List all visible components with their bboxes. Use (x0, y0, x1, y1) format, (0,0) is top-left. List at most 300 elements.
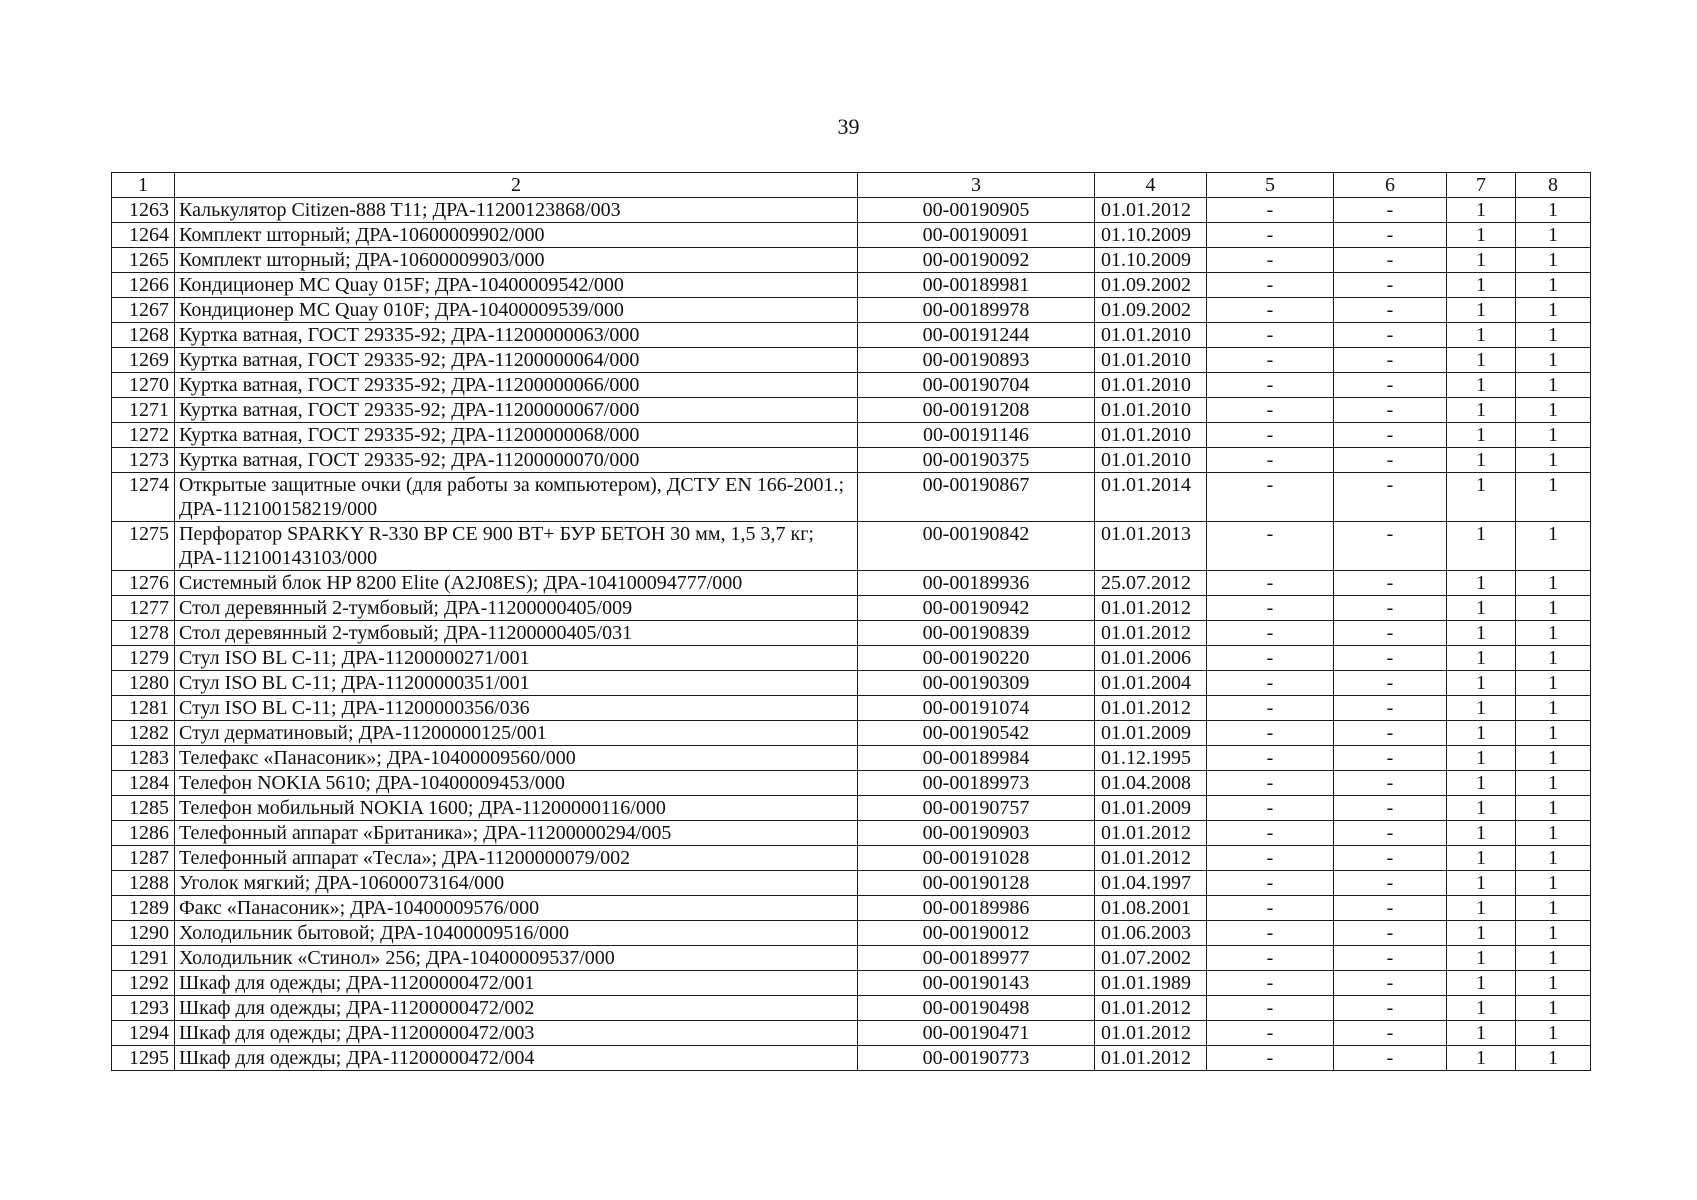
col7-cell: 1 (1447, 423, 1516, 448)
date-cell: 01.01.2010 (1095, 398, 1207, 423)
col7-cell: 1 (1447, 696, 1516, 721)
item-name-cell: Стул ISO BL C-11; ДРА-11200000351/001 (175, 671, 858, 696)
inventory-number-cell: 00-00191208 (858, 398, 1095, 423)
col8-cell: 1 (1516, 871, 1591, 896)
item-name-cell: Системный блок HP 8200 Elite (A2J08ES); ДРА-104100094777/000 (175, 571, 858, 596)
table-row (112, 323, 1591, 348)
col7-cell: 1 (1447, 821, 1516, 846)
table-row (112, 996, 1591, 1021)
row-number-cell: 1289 (112, 896, 175, 921)
col6-cell: - (1334, 323, 1447, 348)
col6-cell: - (1334, 746, 1447, 771)
item-name-cell: Шкаф для одежды; ДРА-11200000472/002 (175, 996, 858, 1021)
col6-cell: - (1334, 596, 1447, 621)
item-name-cell: Куртка ватная, ГОСТ 29335-92; ДРА-11200000063/000 (175, 323, 858, 348)
item-name-cell: Калькулятор Citizen-888 T11; ДРА-11200123868/003 (175, 198, 858, 223)
col6-cell: - (1334, 373, 1447, 398)
item-name-cell: Телефон NOKIA 5610; ДРА-10400009453/000 (175, 771, 858, 796)
col8-cell: 1 (1516, 971, 1591, 996)
col5-cell: - (1207, 423, 1334, 448)
table-row (112, 223, 1591, 248)
table-row (112, 921, 1591, 946)
item-name-cell: Телефон мобильный NOKIA 1600; ДРА-11200000116/000 (175, 796, 858, 821)
inventory-number-cell: 00-00189973 (858, 771, 1095, 796)
date-cell: 01.01.2010 (1095, 348, 1207, 373)
col8-cell: 1 (1516, 671, 1591, 696)
item-name-cell: Стул ISO BL C-11; ДРА-11200000356/036 (175, 696, 858, 721)
col7-cell: 1 (1447, 571, 1516, 596)
item-name-cell: Кондиционер MC Quay 015F; ДРА-10400009542/000 (175, 273, 858, 298)
item-name-cell: Куртка ватная, ГОСТ 29335-92; ДРА-11200000070/000 (175, 448, 858, 473)
col5-cell: - (1207, 398, 1334, 423)
date-cell: 01.01.2014 (1095, 473, 1207, 522)
table-row (112, 646, 1591, 671)
col6-cell: - (1334, 971, 1447, 996)
col5-cell: - (1207, 896, 1334, 921)
inventory-number-cell: 00-00190471 (858, 1021, 1095, 1046)
col5-cell: - (1207, 621, 1334, 646)
table-row (112, 696, 1591, 721)
inventory-number-cell: 00-00189981 (858, 273, 1095, 298)
col7-cell: 1 (1447, 871, 1516, 896)
header-cell: 1 (112, 173, 175, 198)
col8-cell: 1 (1516, 473, 1591, 522)
date-cell: 01.04.1997 (1095, 871, 1207, 896)
table-row (112, 821, 1591, 846)
col7-cell: 1 (1447, 248, 1516, 273)
table-row (112, 248, 1591, 273)
item-name-cell: Телефонный аппарат «Тесла»; ДРА-11200000079/002 (175, 846, 858, 871)
col6-cell: - (1334, 448, 1447, 473)
date-cell: 01.01.2010 (1095, 448, 1207, 473)
col8-cell: 1 (1516, 896, 1591, 921)
col5-cell: - (1207, 671, 1334, 696)
col7-cell: 1 (1447, 996, 1516, 1021)
inventory-number-cell: 00-00190903 (858, 821, 1095, 846)
inventory-number-cell: 00-00189977 (858, 946, 1095, 971)
table-row (112, 971, 1591, 996)
col6-cell: - (1334, 771, 1447, 796)
col6-cell: - (1334, 696, 1447, 721)
col6-cell: - (1334, 571, 1447, 596)
date-cell: 01.01.2012 (1095, 996, 1207, 1021)
date-cell: 01.01.2010 (1095, 423, 1207, 448)
col8-cell: 1 (1516, 996, 1591, 1021)
col7-cell: 1 (1447, 846, 1516, 871)
col7-cell: 1 (1447, 1046, 1516, 1071)
item-name-cell: Шкаф для одежды; ДРА-11200000472/004 (175, 1046, 858, 1071)
col6-cell: - (1334, 946, 1447, 971)
col8-cell: 1 (1516, 1021, 1591, 1046)
row-number-cell: 1271 (112, 398, 175, 423)
col8-cell: 1 (1516, 398, 1591, 423)
col8-cell: 1 (1516, 373, 1591, 398)
table-row (112, 473, 1591, 522)
inventory-number-cell: 00-00190128 (858, 871, 1095, 896)
col7-cell: 1 (1447, 323, 1516, 348)
col7-cell: 1 (1447, 348, 1516, 373)
col8-cell: 1 (1516, 621, 1591, 646)
table-row (112, 621, 1591, 646)
col5-cell: - (1207, 971, 1334, 996)
date-cell: 01.09.2002 (1095, 273, 1207, 298)
date-cell: 01.10.2009 (1095, 248, 1207, 273)
table-row (112, 771, 1591, 796)
col8-cell: 1 (1516, 273, 1591, 298)
inventory-number-cell: 00-00190867 (858, 473, 1095, 522)
col8-cell: 1 (1516, 596, 1591, 621)
inventory-number-cell: 00-00190942 (858, 596, 1095, 621)
col5-cell: - (1207, 298, 1334, 323)
col8-cell: 1 (1516, 921, 1591, 946)
item-name-cell: Телефонный аппарат «Британика»; ДРА-11200000294/005 (175, 821, 858, 846)
date-cell: 01.01.2010 (1095, 323, 1207, 348)
col8-cell: 1 (1516, 248, 1591, 273)
row-number-cell: 1281 (112, 696, 175, 721)
row-number-cell: 1294 (112, 1021, 175, 1046)
col5-cell: - (1207, 473, 1334, 522)
date-cell: 01.01.2012 (1095, 821, 1207, 846)
col6-cell: - (1334, 646, 1447, 671)
col5-cell: - (1207, 646, 1334, 671)
inventory-number-cell: 00-00190542 (858, 721, 1095, 746)
row-number-cell: 1288 (112, 871, 175, 896)
row-number-cell: 1275 (112, 522, 175, 571)
col6-cell: - (1334, 721, 1447, 746)
col6-cell: - (1334, 298, 1447, 323)
row-number-cell: 1292 (112, 971, 175, 996)
col6-cell: - (1334, 796, 1447, 821)
col8-cell: 1 (1516, 1046, 1591, 1071)
col6-cell: - (1334, 223, 1447, 248)
col7-cell: 1 (1447, 746, 1516, 771)
col6-cell: - (1334, 821, 1447, 846)
inventory-number-cell: 00-00190773 (858, 1046, 1095, 1071)
inventory-number-cell: 00-00190012 (858, 921, 1095, 946)
col5-cell: - (1207, 821, 1334, 846)
table-row (112, 846, 1591, 871)
inventory-number-cell: 00-00189978 (858, 298, 1095, 323)
inventory-number-cell: 00-00190842 (858, 522, 1095, 571)
item-name-cell: Шкаф для одежды; ДРА-11200000472/003 (175, 1021, 858, 1046)
col8-cell: 1 (1516, 846, 1591, 871)
col8-cell: 1 (1516, 821, 1591, 846)
item-name-cell: Стул дерматиновый; ДРА-11200000125/001 (175, 721, 858, 746)
col5-cell: - (1207, 373, 1334, 398)
col8-cell: 1 (1516, 348, 1591, 373)
col6-cell: - (1334, 621, 1447, 646)
table-row (112, 571, 1591, 596)
col5-cell: - (1207, 223, 1334, 248)
row-number-cell: 1284 (112, 771, 175, 796)
table-body (112, 173, 1591, 1071)
col8-cell: 1 (1516, 522, 1591, 571)
row-number-cell: 1282 (112, 721, 175, 746)
col6-cell: - (1334, 671, 1447, 696)
table-row (112, 1046, 1591, 1071)
date-cell: 01.01.2010 (1095, 373, 1207, 398)
col5-cell: - (1207, 746, 1334, 771)
item-name-cell: Стол деревянный 2-тумбовый; ДРА-11200000405/009 (175, 596, 858, 621)
item-name-cell: Куртка ватная, ГОСТ 29335-92; ДРА-11200000064/000 (175, 348, 858, 373)
date-cell: 01.01.1989 (1095, 971, 1207, 996)
row-number-cell: 1295 (112, 1046, 175, 1071)
col7-cell: 1 (1447, 373, 1516, 398)
col5-cell: - (1207, 522, 1334, 571)
col7-cell: 1 (1447, 946, 1516, 971)
date-cell: 01.01.2009 (1095, 721, 1207, 746)
table-row (112, 796, 1591, 821)
row-number-cell: 1285 (112, 796, 175, 821)
date-cell: 01.01.2004 (1095, 671, 1207, 696)
col5-cell: - (1207, 198, 1334, 223)
date-cell: 01.06.2003 (1095, 921, 1207, 946)
header-cell: 6 (1334, 173, 1447, 198)
row-number-cell: 1287 (112, 846, 175, 871)
item-name-cell: Куртка ватная, ГОСТ 29335-92; ДРА-11200000066/000 (175, 373, 858, 398)
col5-cell: - (1207, 846, 1334, 871)
table-row (112, 298, 1591, 323)
date-cell: 01.01.2012 (1095, 596, 1207, 621)
table-row (112, 348, 1591, 373)
table-row (112, 896, 1591, 921)
row-number-cell: 1278 (112, 621, 175, 646)
table-row (112, 398, 1591, 423)
page-number: 39 (837, 114, 860, 139)
col7-cell: 1 (1447, 771, 1516, 796)
col7-cell: 1 (1447, 896, 1516, 921)
col8-cell: 1 (1516, 946, 1591, 971)
col6-cell: - (1334, 921, 1447, 946)
row-number-cell: 1276 (112, 571, 175, 596)
col5-cell: - (1207, 571, 1334, 596)
item-name-cell: Шкаф для одежды; ДРА-11200000472/001 (175, 971, 858, 996)
date-cell: 01.07.2002 (1095, 946, 1207, 971)
inventory-number-cell: 00-00190220 (858, 646, 1095, 671)
table-row (112, 522, 1591, 571)
row-number-cell: 1274 (112, 473, 175, 522)
col7-cell: 1 (1447, 298, 1516, 323)
col5-cell: - (1207, 996, 1334, 1021)
date-cell: 01.01.2012 (1095, 198, 1207, 223)
date-cell: 01.01.2012 (1095, 696, 1207, 721)
header-cell: 4 (1095, 173, 1207, 198)
col5-cell: - (1207, 248, 1334, 273)
inventory-number-cell: 00-00190498 (858, 996, 1095, 1021)
col8-cell: 1 (1516, 298, 1591, 323)
item-name-cell: Холодильник «Стинол» 256; ДРА-10400009537/000 (175, 946, 858, 971)
col7-cell: 1 (1447, 971, 1516, 996)
inventory-number-cell: 00-00189936 (858, 571, 1095, 596)
inventory-number-cell: 00-00190309 (858, 671, 1095, 696)
inventory-number-cell: 00-00190704 (858, 373, 1095, 398)
row-number-cell: 1291 (112, 946, 175, 971)
inventory-number-cell: 00-00191244 (858, 323, 1095, 348)
row-number-cell: 1277 (112, 596, 175, 621)
col6-cell: - (1334, 273, 1447, 298)
col5-cell: - (1207, 696, 1334, 721)
col5-cell: - (1207, 348, 1334, 373)
table-header-row (112, 173, 1591, 198)
row-number-cell: 1267 (112, 298, 175, 323)
table-row (112, 871, 1591, 896)
row-number-cell: 1263 (112, 198, 175, 223)
inventory-number-cell: 00-00191074 (858, 696, 1095, 721)
row-number-cell: 1283 (112, 746, 175, 771)
table-row (112, 423, 1591, 448)
col7-cell: 1 (1447, 671, 1516, 696)
table-row (112, 596, 1591, 621)
col7-cell: 1 (1447, 621, 1516, 646)
item-name-cell: Комплект шторный; ДРА-10600009902/000 (175, 223, 858, 248)
row-number-cell: 1268 (112, 323, 175, 348)
col6-cell: - (1334, 1021, 1447, 1046)
inventory-number-cell: 00-00190757 (858, 796, 1095, 821)
item-name-cell: Уголок мягкий; ДРА-10600073164/000 (175, 871, 858, 896)
row-number-cell: 1264 (112, 223, 175, 248)
inventory-number-cell: 00-00190091 (858, 223, 1095, 248)
col7-cell: 1 (1447, 448, 1516, 473)
col6-cell: - (1334, 248, 1447, 273)
col7-cell: 1 (1447, 223, 1516, 248)
col6-cell: - (1334, 846, 1447, 871)
item-name-cell: Комплект шторный; ДРА-10600009903/000 (175, 248, 858, 273)
row-number-cell: 1286 (112, 821, 175, 846)
col8-cell: 1 (1516, 721, 1591, 746)
col8-cell: 1 (1516, 746, 1591, 771)
table-row (112, 373, 1591, 398)
col6-cell: - (1334, 198, 1447, 223)
table-row (112, 1021, 1591, 1046)
date-cell: 01.01.2012 (1095, 621, 1207, 646)
inventory-number-cell: 00-00190143 (858, 971, 1095, 996)
row-number-cell: 1273 (112, 448, 175, 473)
date-cell: 01.09.2002 (1095, 298, 1207, 323)
table-row (112, 671, 1591, 696)
date-cell: 01.01.2009 (1095, 796, 1207, 821)
col6-cell: - (1334, 996, 1447, 1021)
inventory-table (111, 172, 1591, 1071)
date-cell: 01.01.2013 (1095, 522, 1207, 571)
header-cell: 5 (1207, 173, 1334, 198)
col7-cell: 1 (1447, 921, 1516, 946)
item-name-cell: Стол деревянный 2-тумбовый; ДРА-11200000405/031 (175, 621, 858, 646)
row-number-cell: 1269 (112, 348, 175, 373)
col6-cell: - (1334, 871, 1447, 896)
col7-cell: 1 (1447, 796, 1516, 821)
col8-cell: 1 (1516, 423, 1591, 448)
inventory-number-cell: 00-00191028 (858, 846, 1095, 871)
inventory-number-cell: 00-00190905 (858, 198, 1095, 223)
row-number-cell: 1280 (112, 671, 175, 696)
item-name-cell: Открытые защитные очки (для работы за компьютером), ДСТУ EN 166-2001.; ДРА-112100158219/000 (175, 473, 858, 522)
col8-cell: 1 (1516, 696, 1591, 721)
col7-cell: 1 (1447, 398, 1516, 423)
date-cell: 01.04.2008 (1095, 771, 1207, 796)
col5-cell: - (1207, 1021, 1334, 1046)
col5-cell: - (1207, 323, 1334, 348)
col8-cell: 1 (1516, 198, 1591, 223)
item-name-cell: Факс «Панасоник»; ДРА-10400009576/000 (175, 896, 858, 921)
col6-cell: - (1334, 348, 1447, 373)
col7-cell: 1 (1447, 522, 1516, 571)
col5-cell: - (1207, 871, 1334, 896)
col5-cell: - (1207, 946, 1334, 971)
col7-cell: 1 (1447, 721, 1516, 746)
table-row (112, 721, 1591, 746)
item-name-cell: Кондиционер MC Quay 010F; ДРА-10400009539/000 (175, 298, 858, 323)
date-cell: 01.08.2001 (1095, 896, 1207, 921)
col7-cell: 1 (1447, 198, 1516, 223)
col8-cell: 1 (1516, 448, 1591, 473)
col6-cell: - (1334, 1046, 1447, 1071)
header-cell: 8 (1516, 173, 1591, 198)
col6-cell: - (1334, 398, 1447, 423)
col5-cell: - (1207, 596, 1334, 621)
row-number-cell: 1290 (112, 921, 175, 946)
row-number-cell: 1293 (112, 996, 175, 1021)
item-name-cell: Телефакс «Панасоник»; ДРА-10400009560/000 (175, 746, 858, 771)
table-row (112, 746, 1591, 771)
item-name-cell: Холодильник бытовой; ДРА-10400009516/000 (175, 921, 858, 946)
col8-cell: 1 (1516, 323, 1591, 348)
col7-cell: 1 (1447, 273, 1516, 298)
row-number-cell: 1265 (112, 248, 175, 273)
col8-cell: 1 (1516, 223, 1591, 248)
row-number-cell: 1266 (112, 273, 175, 298)
col5-cell: - (1207, 448, 1334, 473)
col7-cell: 1 (1447, 473, 1516, 522)
row-number-cell: 1279 (112, 646, 175, 671)
table-row (112, 448, 1591, 473)
header-cell: 2 (175, 173, 858, 198)
inventory-number-cell: 00-00189986 (858, 896, 1095, 921)
col8-cell: 1 (1516, 571, 1591, 596)
date-cell: 01.01.2012 (1095, 846, 1207, 871)
date-cell: 01.01.2006 (1095, 646, 1207, 671)
date-cell: 25.07.2012 (1095, 571, 1207, 596)
col7-cell: 1 (1447, 1021, 1516, 1046)
col5-cell: - (1207, 273, 1334, 298)
date-cell: 01.01.2012 (1095, 1021, 1207, 1046)
inventory-number-cell: 00-00190893 (858, 348, 1095, 373)
col6-cell: - (1334, 473, 1447, 522)
date-cell: 01.10.2009 (1095, 223, 1207, 248)
date-cell: 01.01.2012 (1095, 1046, 1207, 1071)
item-name-cell: Перфоратор SPARKY R-330 BP CE 900 BT+ БУР БЕТОН 30 мм, 1,5 3,7 кг; ДРА-112100143103/000 (175, 522, 858, 571)
inventory-number-cell: 00-00190375 (858, 448, 1095, 473)
item-name-cell: Стул ISO BL C-11; ДРА-11200000271/001 (175, 646, 858, 671)
col5-cell: - (1207, 721, 1334, 746)
header-cell: 3 (858, 173, 1095, 198)
header-cell: 7 (1447, 173, 1516, 198)
table-row (112, 946, 1591, 971)
col7-cell: 1 (1447, 646, 1516, 671)
col5-cell: - (1207, 1046, 1334, 1071)
col8-cell: 1 (1516, 796, 1591, 821)
row-number-cell: 1272 (112, 423, 175, 448)
col8-cell: 1 (1516, 771, 1591, 796)
item-name-cell: Куртка ватная, ГОСТ 29335-92; ДРА-11200000067/000 (175, 398, 858, 423)
col6-cell: - (1334, 896, 1447, 921)
col6-cell: - (1334, 423, 1447, 448)
col5-cell: - (1207, 921, 1334, 946)
inventory-number-cell: 00-00191146 (858, 423, 1095, 448)
inventory-number-cell: 00-00190839 (858, 621, 1095, 646)
table-row (112, 273, 1591, 298)
col7-cell: 1 (1447, 596, 1516, 621)
item-name-cell: Куртка ватная, ГОСТ 29335-92; ДРА-11200000068/000 (175, 423, 858, 448)
